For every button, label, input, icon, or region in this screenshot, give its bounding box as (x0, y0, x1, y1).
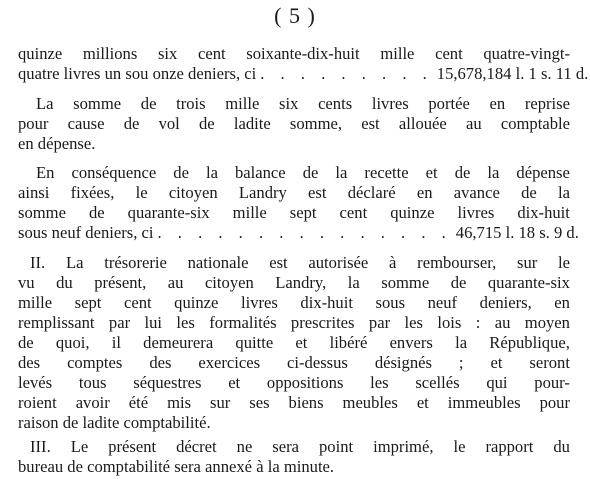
word: sept (289, 203, 317, 222)
word: cent (197, 44, 226, 63)
word: le (558, 253, 570, 272)
word: somme (73, 94, 122, 113)
word: de (18, 333, 34, 352)
leader-dots: . . . . . . . . . (260, 64, 433, 83)
word: en (416, 183, 433, 202)
word: qui (486, 373, 508, 392)
line-amount: 46,715 l. 18 s. 9 d. (455, 223, 579, 242)
word: sur (210, 393, 231, 412)
word: imprimé, (373, 437, 434, 456)
word: des (149, 353, 172, 372)
line-amount: 15,678,184 l. 1 s. 11 d. (436, 64, 589, 83)
word: exercices (198, 353, 261, 372)
word: moyen (524, 313, 570, 332)
word: : (475, 313, 481, 332)
word: somme (381, 273, 430, 292)
word: cent (435, 44, 463, 63)
word: quitte (235, 333, 274, 352)
word: par (108, 313, 131, 332)
word: nationale (187, 253, 249, 272)
word: de (521, 183, 537, 202)
word: La (36, 94, 54, 113)
word: de (302, 163, 319, 182)
word: pour (18, 114, 49, 133)
word: mille (225, 94, 260, 113)
text-line: raison de ladite comptabilité. (18, 413, 211, 432)
word: mille (232, 203, 267, 222)
word: rembourser, (417, 253, 497, 272)
word: libéré (329, 333, 368, 352)
word: présent (108, 437, 157, 456)
word: de (140, 94, 157, 113)
word: neuf (427, 293, 458, 312)
word: quinze (174, 293, 219, 312)
text-line (36, 163, 570, 183)
word: citoyen (168, 183, 218, 202)
text-line (18, 313, 570, 333)
word: levés (18, 373, 53, 392)
word: au (167, 273, 184, 292)
text-line (18, 183, 570, 203)
word: les (370, 373, 389, 392)
word: meubles (342, 393, 398, 412)
word: mille (18, 293, 53, 312)
word: autorisée (308, 253, 369, 272)
text-line: bureau de comptabilité sera annexé à la minute. (18, 457, 335, 476)
word: soixante-dix-huit (246, 44, 360, 63)
word: dix-huit (300, 293, 353, 312)
word: la (487, 163, 500, 182)
word: reprise (524, 94, 570, 113)
word: quatre-vingt- (483, 44, 570, 63)
word: roient (18, 393, 57, 412)
word: En (36, 163, 55, 182)
text-line: en dépense. (18, 134, 96, 153)
line-lead-text: quatre livres un sou onze deniers, ci (18, 64, 257, 83)
word: remplissant (18, 313, 95, 332)
word: Le (70, 437, 89, 456)
text-line (18, 333, 570, 353)
word: et (490, 353, 503, 372)
word: sept (74, 293, 102, 312)
word: de (450, 273, 467, 292)
word: la (335, 163, 348, 182)
word: vu (18, 273, 35, 292)
word: somme (18, 203, 66, 222)
word: trois (176, 94, 206, 113)
text-line (36, 94, 570, 114)
word: vol (158, 114, 180, 133)
word: immeubles (447, 393, 521, 412)
word: oppositions (266, 373, 344, 392)
word: cause (67, 114, 105, 133)
word: de (198, 114, 215, 133)
page-number: ( 5 ) (274, 3, 316, 28)
word: comptable (500, 114, 570, 133)
word: dix-huit (517, 203, 570, 222)
word: pour- (534, 373, 570, 392)
text-line (18, 44, 570, 64)
word: et (295, 333, 308, 352)
word: seront (529, 353, 570, 372)
leader-dots: . . . . . . . . . . . . . . . (157, 223, 452, 242)
word: et (228, 373, 241, 392)
word: ses (249, 393, 270, 412)
word: deniers, (479, 293, 532, 312)
word: de (454, 163, 471, 182)
word: et (425, 163, 438, 182)
word: quarante-six (487, 273, 570, 292)
word: sera (272, 437, 300, 456)
word: cent (339, 203, 368, 222)
text-line (18, 64, 589, 84)
word: ; (458, 353, 464, 372)
word: balance (235, 163, 286, 182)
text-line (30, 437, 570, 457)
word: et (416, 393, 429, 412)
word: est (269, 253, 288, 272)
word: II. (30, 253, 46, 272)
word: quoi, (55, 333, 90, 352)
word: avoir (75, 393, 110, 412)
word: à (389, 253, 397, 272)
text-line (18, 393, 570, 413)
word: millions (82, 44, 138, 63)
word: de (173, 163, 189, 182)
word: mille (380, 44, 415, 63)
word: le (135, 183, 148, 202)
text-line (18, 114, 570, 134)
word: somme, (289, 114, 343, 133)
word: est (361, 114, 380, 133)
word: livres (457, 203, 495, 222)
word: six (279, 94, 299, 113)
word: cents (318, 94, 353, 113)
word: biens (288, 393, 324, 412)
word: la (205, 163, 218, 182)
word: rapport (485, 437, 534, 456)
word: cent (123, 293, 152, 312)
word: tous (78, 373, 107, 392)
text-line (18, 373, 570, 393)
word: au (494, 313, 511, 332)
word: envers (389, 333, 433, 352)
word: conséquence (71, 163, 157, 182)
word: sous (375, 293, 406, 312)
text-line (18, 353, 570, 373)
word: mis (167, 393, 192, 412)
word: livres (371, 94, 409, 113)
word: de (88, 203, 105, 222)
word: fixées, (70, 183, 115, 202)
text-line (18, 273, 570, 293)
word: décret (176, 437, 217, 456)
word: III. (30, 437, 51, 456)
word: comptes (67, 353, 123, 372)
word: séquestres (133, 373, 202, 392)
word: les (176, 313, 195, 332)
word: été (128, 393, 149, 412)
word: en (489, 94, 506, 113)
word: sur (516, 253, 538, 272)
word: La (65, 253, 84, 272)
word: livres (240, 293, 278, 312)
word: la (557, 183, 570, 202)
word: déclaré (347, 183, 396, 202)
word: quarante-six (127, 203, 210, 222)
word: ci-dessus (287, 353, 348, 372)
text-line (30, 253, 570, 273)
word: six (157, 44, 178, 63)
word: en (554, 293, 570, 312)
word: recette (364, 163, 409, 182)
word: il (111, 333, 121, 352)
word: quinze (390, 203, 435, 222)
word: formalités (209, 313, 277, 332)
word: désignés (374, 353, 432, 372)
word: demeurera (143, 333, 214, 352)
word: pour (539, 393, 570, 412)
word: lui (144, 313, 163, 332)
word: République, (489, 333, 570, 352)
word: présent, (94, 273, 147, 292)
word: du (56, 273, 73, 292)
word: du (553, 437, 570, 456)
word: la (347, 273, 360, 292)
word: portée (428, 94, 470, 113)
word: les (404, 313, 423, 332)
word: la (455, 333, 468, 352)
word: le (453, 437, 466, 456)
word: des (18, 353, 41, 372)
word: point (319, 437, 354, 456)
word: est (308, 183, 327, 202)
line-lead-text: sous neuf deniers, ci (18, 223, 154, 242)
text-line (18, 293, 570, 313)
word: par (368, 313, 391, 332)
word: prescrites (290, 313, 355, 332)
word: Landry, (275, 273, 327, 292)
word: scellés (415, 373, 460, 392)
text-line (18, 203, 570, 223)
word: lois (437, 313, 462, 332)
word: trésorerie (104, 253, 167, 272)
word: de (123, 114, 140, 133)
text-line (18, 223, 579, 243)
word: Landry (238, 183, 287, 202)
word: ainsi (18, 183, 50, 202)
word: dépense (516, 163, 570, 182)
word: quinze (18, 44, 63, 63)
word: ne (236, 437, 253, 456)
word: allouée (398, 114, 447, 133)
word: ladite (233, 114, 271, 133)
word: citoyen (204, 273, 254, 292)
word: au (465, 114, 482, 133)
word: avance (453, 183, 500, 202)
